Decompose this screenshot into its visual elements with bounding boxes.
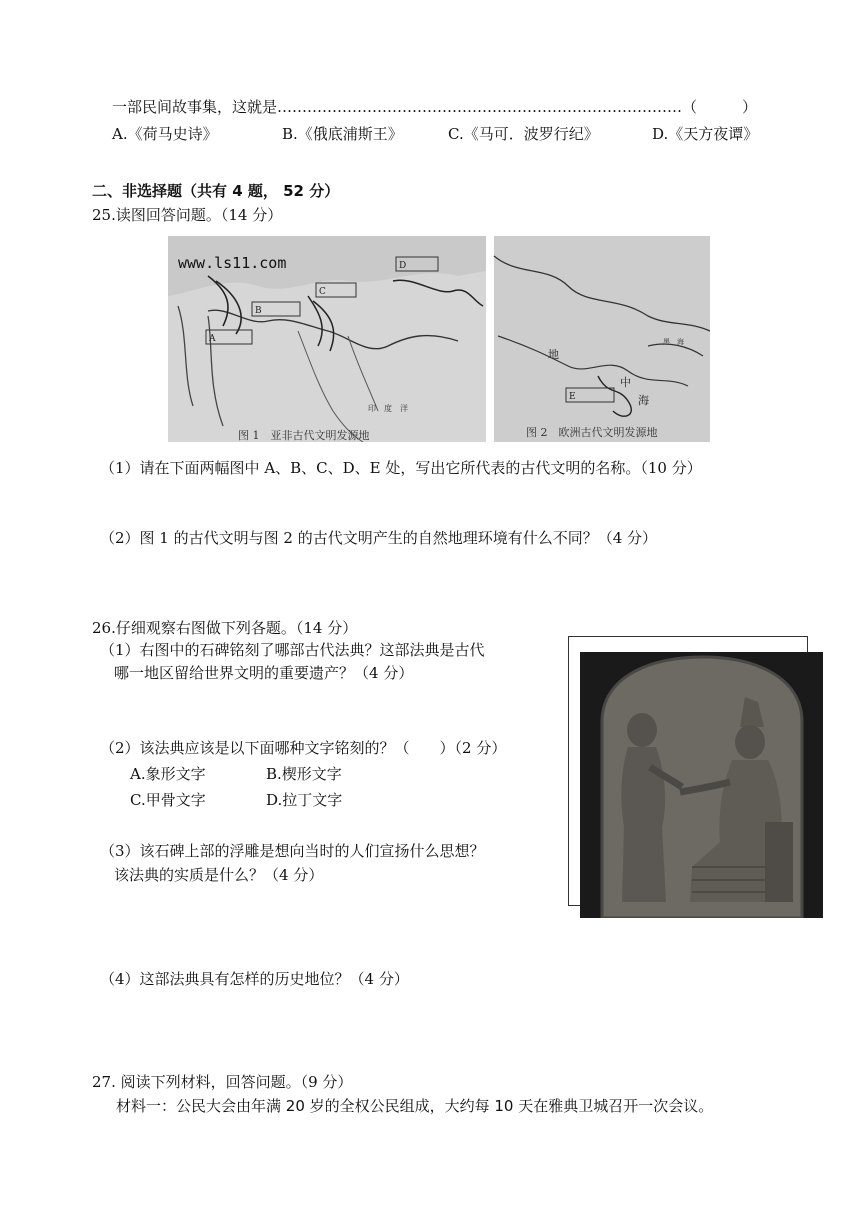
q26-option-d: D.拉丁文字	[266, 791, 343, 809]
question-25-title: 25.读图回答问题。（14 分）	[92, 206, 283, 224]
map2-black-sea: 黑 海	[663, 338, 684, 346]
q24-option-c: C.《马可．波罗行纪》	[448, 125, 599, 143]
q26-sub3-line2: 该法典的实质是什么？（4 分）	[114, 866, 324, 884]
question-26-title: 26.仔细观察右图做下列各题。（14 分）	[92, 619, 358, 637]
map2-caption: 图 2 欧洲古代文明发源地	[526, 426, 658, 439]
map-asia-africa	[168, 236, 486, 442]
map1-watermark: www.ls11.com	[178, 254, 287, 272]
map1-sea-label: 印 度 洋	[368, 404, 408, 413]
section-heading: 二、非选择题（共有 4 题， 52 分）	[92, 182, 340, 200]
q24-option-d: D.《天方夜谭》	[652, 125, 759, 143]
ancient-civilization-maps	[168, 236, 710, 442]
q26-sub1-line1: （1）右图中的石碑铭刻了哪部古代法典？这部法典是古代	[100, 641, 485, 659]
q26-option-b: B.楔形文字	[266, 765, 342, 783]
q24-option-a: A.《荷马史诗》	[112, 125, 218, 143]
map1-caption: 图 1 亚非古代文明发源地	[238, 429, 370, 442]
q26-sub2: （2）该法典应该是以下面哪种文字铭刻的？（ ）（2 分）	[100, 739, 507, 757]
q26-sub3-line1: （3）该石碑上部的浮雕是想向当时的人们宣扬什么思想？	[100, 842, 485, 860]
q24-option-b: B.《俄底浦斯王》	[282, 125, 403, 143]
q26-option-c: C.甲骨文字	[130, 791, 206, 809]
map-europe	[494, 236, 710, 442]
map1-label-c: C	[319, 287, 326, 297]
map1-label-b: B	[255, 306, 262, 316]
q25-sub1: （1）请在下面两幅图中 A、B、C、D、E 处，写出它所代表的古代文明的名称。（10 分）	[100, 459, 702, 477]
hammurabi-stele-image	[580, 652, 823, 918]
q25-sub2: （2）图 1 的古代文明与图 2 的古代文明产生的自然地理环境有什么不同？（4 分）	[100, 529, 658, 547]
map1-label-a: A	[209, 334, 216, 344]
q26-sub4: （4）这部法典具有怎样的历史地位？（4 分）	[100, 970, 409, 988]
map2-label-e: E	[569, 392, 576, 402]
question-24-stem: 一部民间故事集，这就是………………………………………………………………………（ ）	[112, 98, 758, 116]
q26-option-a: A.象形文字	[130, 765, 206, 783]
map2-sea-char-3: 海	[638, 394, 649, 407]
q26-sub1-line2: 哪一地区留给世界文明的重要遗产？（4 分）	[114, 664, 414, 682]
map1-label-d: D	[399, 261, 407, 271]
map2-sea-char-2: 中	[620, 376, 631, 389]
map2-sea-char-1: 地	[548, 348, 559, 361]
question-27-title: 27. 阅读下列材料，回答问题。（9 分）	[92, 1073, 353, 1091]
q27-material-1: 材料一：公民大会由年满 20 岁的全权公民组成，大约每 10 天在雅典卫城召开一次会议。	[116, 1097, 714, 1115]
